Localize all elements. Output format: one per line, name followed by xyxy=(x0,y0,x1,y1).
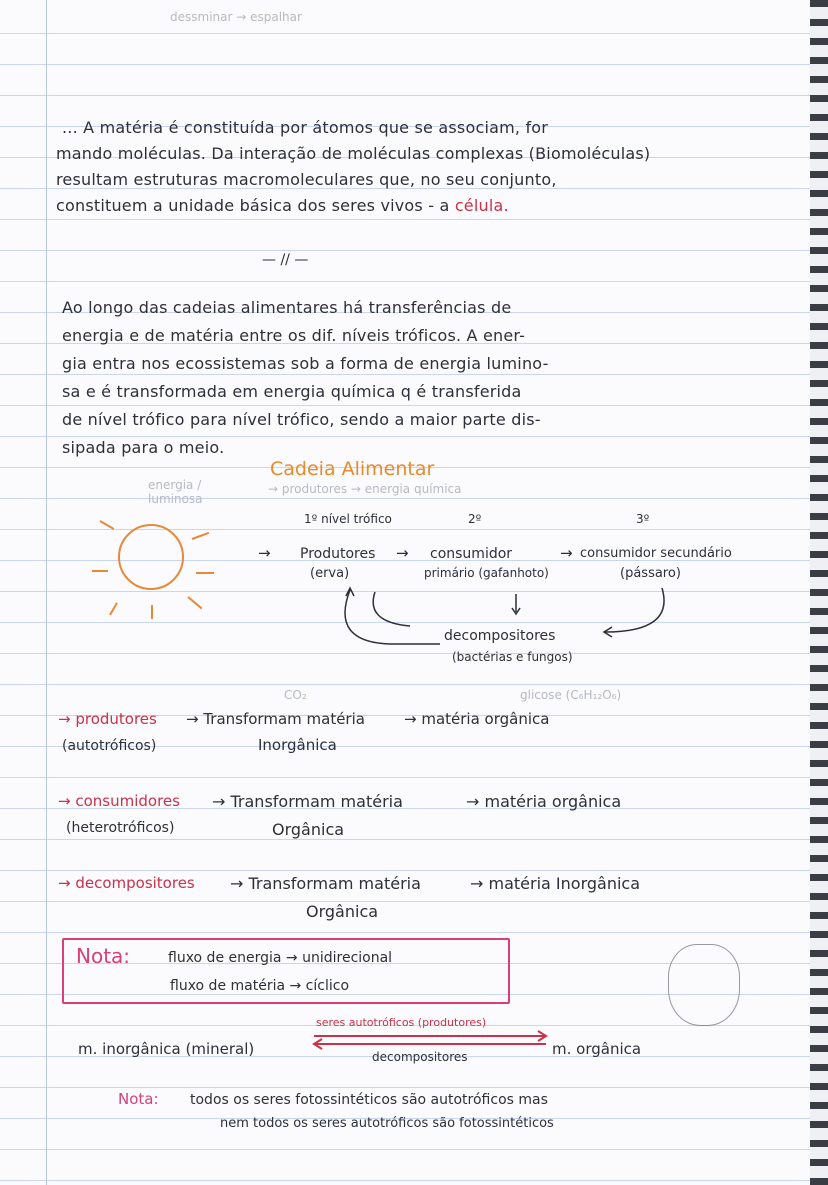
co2-note: CO₂ xyxy=(284,688,307,702)
glucose-note: glicose (C₆H₁₂O₆) xyxy=(520,688,622,702)
nota2-label: Nota: xyxy=(118,1090,159,1108)
cycle-left: m. inorgânica (mineral) xyxy=(78,1040,255,1058)
spiral-binding xyxy=(810,0,828,1185)
role-decomposers-from: Orgânica xyxy=(306,902,379,921)
header-note: dessminar → espalhar xyxy=(170,10,302,24)
paragraph2-line5: de nível trófico para nível trófico, sendo a maior parte dis- xyxy=(62,410,541,429)
role-producers-type: (autotróficos) xyxy=(62,738,157,754)
role-producers-from: Inorgânica xyxy=(258,736,337,754)
face-doodle xyxy=(668,944,740,1026)
primary-consumer-line2: primário (gafanhoto) xyxy=(424,566,549,580)
sun-arrow: → xyxy=(258,544,271,562)
role-consumers-name: → consumidores xyxy=(58,792,180,810)
paragraph2-line6: sipada para o meio. xyxy=(62,438,225,457)
paragraph1-line1: ... A matéria é constituída por átomos que se associam, for xyxy=(62,118,549,137)
paragraph2-line2: energia e de matéria entre os dif. níveis tróficos. A ener- xyxy=(62,326,526,345)
pale-flow-note: → produtores → energia química xyxy=(268,482,462,496)
pale-energy-note: energia / luminosa xyxy=(148,478,203,506)
cycle-arrows xyxy=(310,1030,550,1050)
paragraph1-line2: mando moléculas. Da interação de moléculas complexas (Biomoléculas) xyxy=(56,144,651,163)
role-consumers-type: (heterotróficos) xyxy=(66,820,175,836)
level2-label: 2º xyxy=(468,512,482,526)
nota2-line2: nem todos os seres autotróficos são fotossintéticos xyxy=(220,1116,554,1131)
arrow-1: → xyxy=(396,544,409,562)
paragraph2-line3: gia entra nos ecossistemas sob a forma de energia lumino- xyxy=(62,354,549,373)
cycle-top: seres autotróficos (produtores) xyxy=(316,1016,487,1029)
role-consumers-action: → Transformam matéria xyxy=(212,792,403,811)
paragraph2-line1: Ao longo das cadeias alimentares há transferências de xyxy=(62,298,512,317)
paragraph2-line4: sa e é transformada em energia química q é transferida xyxy=(62,382,522,401)
role-consumers-to: → matéria orgânica xyxy=(466,792,622,811)
sun-icon xyxy=(96,512,226,622)
role-producers-to: → matéria orgânica xyxy=(404,710,550,728)
margin-line xyxy=(46,0,47,1185)
nota1-label: Nota: xyxy=(76,944,131,968)
role-decomposers-to: → matéria Inorgânica xyxy=(470,874,641,893)
diagram-title: Cadeia Alimentar xyxy=(270,458,435,480)
paragraph1-line3: resultam estruturas macromoleculares que, no seu conjunto, xyxy=(56,170,557,189)
role-producers-name: → produtores xyxy=(58,710,157,728)
decomposers-example: (bactérias e fungos) xyxy=(452,650,573,664)
level3-label: 3º xyxy=(636,512,650,526)
cell-word: célula. xyxy=(454,196,509,215)
arrow-2: → xyxy=(560,544,573,562)
role-consumers-from: Orgânica xyxy=(272,820,345,839)
secondary-consumer: consumidor secundário xyxy=(580,546,732,561)
divider-mark: — // — xyxy=(262,252,309,268)
decomposers-label: decompositores xyxy=(444,628,556,644)
level1-label: 1º nível trófico xyxy=(304,512,392,526)
role-decomposers-name: → decompositores xyxy=(58,874,195,892)
role-decomposers-action: → Transformam matéria xyxy=(230,874,421,893)
role-producers-action: → Transformam matéria xyxy=(186,710,365,728)
paragraph1-line4-text: constituem a unidade básica dos seres vivos - a xyxy=(56,196,450,215)
producers-example: (erva) xyxy=(310,566,350,581)
nota2-line1: todos os seres fotossintéticos são autotróficos mas xyxy=(190,1092,548,1108)
cycle-right: m. orgânica xyxy=(552,1040,642,1058)
cycle-bottom: decompositores xyxy=(372,1050,468,1064)
nota1-line1: fluxo de energia → unidirecional xyxy=(168,950,393,966)
nota1-line2: fluxo de matéria → cíclico xyxy=(170,978,350,994)
primary-consumer: consumidor xyxy=(430,546,513,562)
producers-label: Produtores xyxy=(300,546,376,562)
paragraph1-line4 xyxy=(56,196,509,215)
secondary-consumer-example: (pássaro) xyxy=(620,566,681,581)
